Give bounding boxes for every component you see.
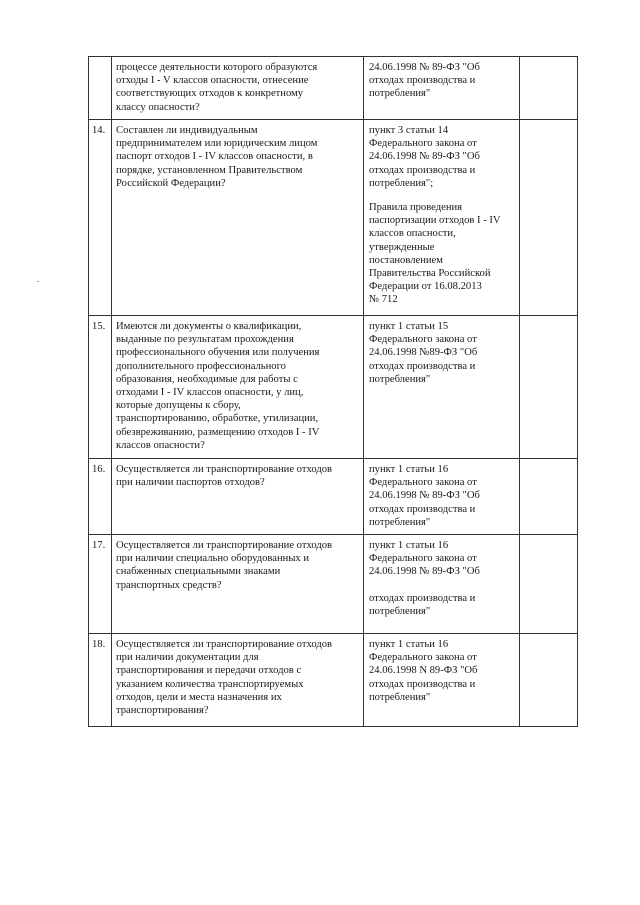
reference-text: пункт 1 статьи 15 Федерального закона от 24.06.1998 №89-ФЗ "Об отходах производства и потребления" [369, 321, 478, 385]
empty-cell [520, 57, 578, 120]
question-cell [112, 535, 364, 634]
empty-cell [520, 535, 578, 634]
reference-cell [364, 459, 520, 535]
reference-text: 24.06.1998 № 89-ФЗ "Об отходах производства и потребления" [369, 62, 480, 100]
reference-text: пункт 1 статьи 16 Федерального закона от 24.06.1998 N 89-ФЗ "Об отходах производства и потребления" [369, 639, 478, 703]
reference-text: пункт 3 статьи 14 Федерального закона от 24.06.1998 № 89-ФЗ "Об отходах производства и потребления"; [369, 125, 480, 189]
table-row [89, 459, 578, 535]
question-cell [112, 316, 364, 459]
checklist-table [88, 56, 578, 727]
row-number: 15. [89, 316, 112, 459]
table-row [89, 535, 578, 634]
reference-cell [364, 316, 520, 459]
question-cell [112, 57, 364, 120]
row-number: 16. [89, 459, 112, 535]
empty-cell [520, 634, 578, 727]
reference-text: пункт 1 статьи 16 Федерального закона от 24.06.1998 № 89-ФЗ "Об [369, 540, 480, 578]
table-row [89, 57, 578, 120]
row-number: 14. [89, 120, 112, 316]
question-text: Составлен ли индивидуальным предпринимателем или юридическим лицом паспорт отходов I - IV классов опасности, в порядке, установленном Правительством Российской Федерации? [116, 125, 318, 189]
reference-cell [364, 57, 520, 120]
question-text: процессе деятельности которого образуются отходы I - V классов опасности, отнесение соответствующих отходов к конкретному классу опасности? [116, 62, 318, 113]
empty-cell [520, 459, 578, 535]
reference-text: отходах производства и потребления" [369, 592, 476, 617]
question-text: Имеются ли документы о квалификации, выданные по результатам прохождения профессионального обучения или получения дополнительного профессионального образования, необходимые для работы с отходами I - IV классов опасности, у лиц, которые допущены к сбору, транспортированию, обработке, утилизации, обезвреживанию, размещению отходов I - IV классов опасности? [116, 321, 320, 451]
reference-text: Правила проведения паспортизации отходов I - IV классов опасности, утвержденные постановлением Правительства Российской Федерации от 16.08.2013 № 712 [369, 202, 501, 306]
question-cell [112, 120, 364, 316]
table-row [89, 316, 578, 459]
reference-cell [364, 634, 520, 727]
question-cell [112, 634, 364, 727]
question-cell [112, 459, 364, 535]
question-text: Осуществляется ли транспортирование отходов при наличии документации для транспортирования и передачи отходов с указанием количества транспортируемых отходов, цели и места назначения их транспортирования? [116, 639, 333, 717]
reference-cell [364, 120, 520, 316]
reference-cell [364, 535, 520, 634]
table-row [89, 120, 578, 316]
table-row [89, 634, 578, 727]
question-text: Осуществляется ли транспортирование отходов при наличии паспортов отходов? [116, 464, 333, 489]
row-number: 18. [89, 634, 112, 727]
reference-text: пункт 1 статьи 16 Федерального закона от 24.06.1998 № 89-ФЗ "Об отходах производства и потребления" [369, 464, 480, 528]
question-text: Осуществляется ли транспортирование отходов при наличии специально оборудованных и снабженных специальными знаками транспортных средств? [116, 540, 333, 591]
empty-cell [520, 120, 578, 316]
scan-speck [37, 281, 39, 282]
empty-cell [520, 316, 578, 459]
row-number: 17. [89, 535, 112, 634]
row-number [89, 57, 112, 120]
